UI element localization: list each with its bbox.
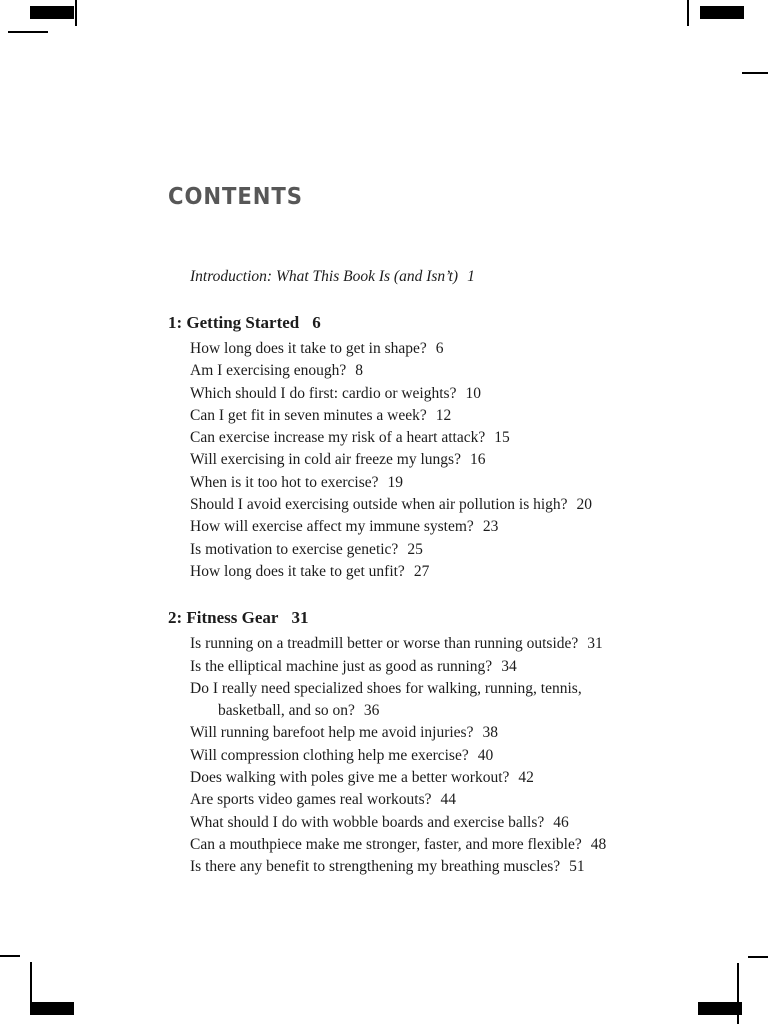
entry-page-number: 42 [518, 769, 534, 787]
crop-mark-bar-bottom-right [698, 1002, 742, 1015]
crop-mark-hline-bottom-left [0, 955, 20, 957]
entry-page-number: 15 [494, 429, 510, 447]
toc-entry [190, 856, 642, 878]
entry-text: Is there any benefit to strengthening my breathing muscles? [190, 858, 561, 876]
toc-entry [190, 427, 642, 449]
crop-mark-hline-right-top [742, 72, 768, 74]
crop-mark-bar-top-right [700, 6, 744, 19]
entry-page-number: 44 [440, 791, 456, 809]
toc-entry [190, 722, 642, 744]
entry-page-number: 8 [355, 362, 363, 380]
entry-text: Can a mouthpiece make me stronger, faster, and more flexible? [190, 835, 582, 853]
entry-page-number: 25 [407, 540, 423, 558]
entry-page-number: 34 [501, 657, 517, 675]
toc-entry [190, 656, 642, 678]
entry-page-number: 51 [569, 858, 585, 876]
toc-entry [190, 539, 642, 561]
crop-mark-hline-bottom-right [748, 956, 768, 958]
toc-entry [190, 449, 642, 471]
entry-page-number: 12 [435, 406, 452, 424]
entry-text: Should I avoid exercising outside when air pollution is high? [190, 496, 568, 514]
intro-text: Introduction: What This Book Is (and Isn’t) [190, 268, 459, 285]
entry-text: Is motivation to exercise genetic? [190, 540, 399, 558]
page-title: CONTENTS [168, 184, 303, 210]
entry-page-number: 6 [435, 340, 444, 357]
toc-entry [190, 767, 642, 789]
entry-text: Will compression clothing help me exercise? [190, 746, 469, 764]
entry-text: Is running on a treadmill better or worse than running outside? [190, 635, 579, 653]
entry-page-number: 38 [482, 724, 498, 742]
crop-mark-vline-bottom-left [30, 962, 32, 1002]
toc-entry [190, 633, 642, 655]
entry-text: What should I do with wobble boards and exercise balls? [190, 813, 545, 831]
entry-list [190, 338, 642, 583]
entry-text: How long does it take to get unfit? [190, 562, 405, 580]
toc-entry [190, 472, 642, 494]
entry-page-number: 16 [469, 451, 486, 469]
entry-text: Can I get fit in seven minutes a week? [190, 406, 427, 424]
chapter-section-2 [168, 606, 638, 878]
chapter-page-number: 6 [312, 313, 321, 332]
toc-entry [190, 789, 642, 811]
entry-page-number: 48 [590, 835, 607, 853]
entry-list [190, 633, 642, 878]
crop-mark-hline-top-left [8, 31, 48, 33]
entry-page-number: 10 [465, 384, 481, 402]
crop-mark-bar-bottom-left [30, 1002, 74, 1015]
entry-text: Will running barefoot help me avoid injuries? [190, 724, 474, 742]
entry-page-number: 31 [587, 635, 603, 653]
crop-mark-bar-top-left [30, 6, 74, 19]
toc-entry [190, 338, 642, 360]
toc-entry [190, 561, 642, 583]
crop-mark-vline-bottom-right [737, 963, 739, 1024]
entry-text: How will exercise affect my immune system? [190, 518, 474, 536]
toc-entry [190, 494, 642, 516]
chapter-list [168, 311, 638, 879]
entry-text: How long does it take to get in shape? [190, 340, 427, 357]
intro-entry [190, 266, 638, 288]
entry-text: Which should I do first: cardio or weights? [190, 384, 457, 402]
entry-page-number: 36 [363, 702, 380, 720]
entry-text: Do I really need specialized shoes for walking, running, tennis, basketball, and so on? [190, 679, 582, 720]
toc-entry [190, 678, 642, 723]
entry-text: Am I exercising enough? [190, 362, 347, 380]
toc-entry [190, 405, 642, 427]
entry-text: Can exercise increase my risk of a heart attack? [190, 429, 486, 447]
crop-mark-vline-top-right [687, 0, 689, 26]
toc-entry [190, 360, 642, 382]
entry-text: Is the elliptical machine just as good as running? [190, 657, 493, 675]
table-of-contents [168, 184, 638, 879]
toc-entry [190, 834, 642, 856]
entry-text: When is it too hot to exercise? [190, 473, 379, 491]
entry-page-number: 23 [482, 518, 499, 536]
chapter-heading [168, 606, 638, 630]
toc-entry [190, 812, 642, 834]
chapter-title: 2: Fitness Gear [168, 608, 279, 628]
toc-entry [190, 745, 642, 767]
chapter-title: 1: Getting Started [168, 313, 300, 332]
entry-page-number: 46 [553, 813, 569, 831]
crop-mark-vline-top-left [75, 0, 77, 26]
entry-page-number: 19 [387, 473, 404, 491]
chapter-section-1 [168, 311, 638, 583]
entry-text: Will exercising in cold air freeze my lungs? [190, 451, 461, 469]
entry-text: Does walking with poles give me a better workout? [190, 769, 510, 787]
intro-page-number: 1 [467, 268, 475, 285]
toc-entry [190, 383, 642, 405]
entry-text: Are sports video games real workouts? [190, 791, 432, 809]
entry-page-number: 27 [413, 562, 430, 580]
chapter-page-number: 31 [291, 608, 309, 628]
chapter-heading [168, 311, 638, 335]
entry-page-number: 20 [576, 496, 593, 514]
toc-entry [190, 516, 642, 538]
entry-page-number: 40 [477, 746, 494, 764]
